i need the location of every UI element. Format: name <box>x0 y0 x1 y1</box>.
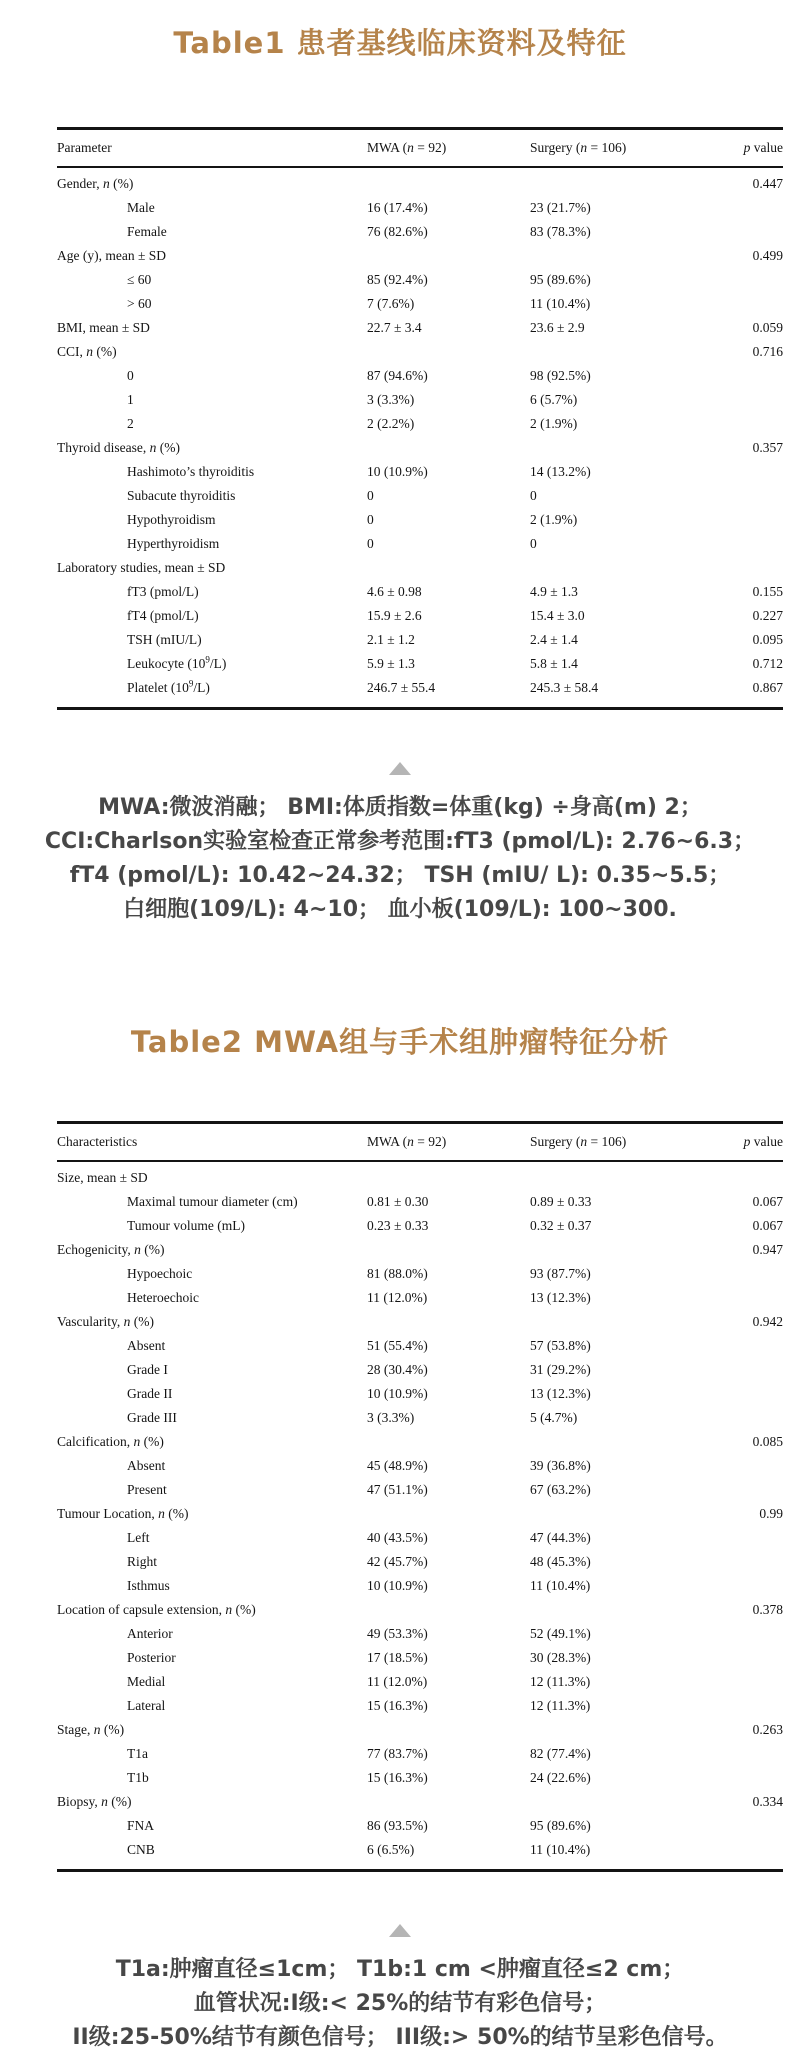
table-row <box>57 1814 783 1838</box>
row-label: Echogenicity, n (%) <box>57 1242 165 1257</box>
table1 <box>57 127 783 710</box>
row-label: Medial <box>127 1674 166 1689</box>
row-label: 1 <box>127 392 134 407</box>
surgery-value: 31 (29.2%) <box>530 1362 591 1377</box>
table2-notes <box>0 1953 800 2055</box>
surgery-value: 82 (77.4%) <box>530 1746 591 1761</box>
row-label: Grade II <box>127 1386 173 1401</box>
row-label: Posterior <box>127 1650 176 1665</box>
surgery-value: 13 (12.3%) <box>530 1386 591 1401</box>
p-value: 0.067 <box>752 1218 783 1233</box>
mwa-value: 15 (16.3%) <box>367 1698 428 1713</box>
mwa-value: 3 (3.3%) <box>367 1410 415 1425</box>
mwa-value: 15 (16.3%) <box>367 1770 428 1785</box>
table-row <box>57 172 783 196</box>
note-line: fT4 (pmol/L): 10.42~24.32； TSH (mIU/ L): 0.35~5.5； <box>69 863 731 888</box>
p-value: 0.712 <box>752 656 783 671</box>
p-value: 0.867 <box>752 680 783 695</box>
mwa-value: 40 (43.5%) <box>367 1530 428 1545</box>
table-row <box>57 1670 783 1694</box>
mwa-value: 5.9 ± 1.3 <box>367 656 415 671</box>
row-label: fT3 (pmol/L) <box>127 584 199 599</box>
mwa-value: 4.6 ± 0.98 <box>367 584 422 599</box>
row-label: Gender, n (%) <box>57 176 134 191</box>
mwa-value: 51 (55.4%) <box>367 1338 428 1353</box>
table-row <box>57 1646 783 1670</box>
surgery-value: 2 (1.9%) <box>530 416 578 431</box>
mwa-value: 81 (88.0%) <box>367 1266 428 1281</box>
table-row <box>57 484 783 508</box>
table-row <box>57 1502 783 1526</box>
mwa-value: 11 (12.0%) <box>367 1674 428 1689</box>
surgery-value: 23.6 ± 2.9 <box>530 320 585 335</box>
row-label: CNB <box>127 1842 155 1857</box>
table-row <box>57 340 783 364</box>
mwa-value: 3 (3.3%) <box>367 392 415 407</box>
surgery-value: 30 (28.3%) <box>530 1650 591 1665</box>
table-row <box>57 1526 783 1550</box>
surgery-value: 245.3 ± 58.4 <box>530 680 599 695</box>
surgery-value: 95 (89.6%) <box>530 272 591 287</box>
mwa-value: 77 (83.7%) <box>367 1746 428 1761</box>
p-value: 0.99 <box>759 1506 783 1521</box>
surgery-value: 11 (10.4%) <box>530 296 591 311</box>
p-value: 0.059 <box>752 320 783 335</box>
p-value: 0.499 <box>752 248 783 263</box>
table-row <box>57 1622 783 1646</box>
surgery-value: 23 (21.7%) <box>530 200 591 215</box>
p-value: 0.155 <box>752 584 783 599</box>
note-line: II级:25-50%结节有颜色信号； III级:> 50%的结节呈彩色信号。 <box>72 2025 728 2050</box>
table-row <box>57 1598 783 1622</box>
row-label: Platelet $(10^9/L)$ <box>127 678 210 695</box>
row-label: Male <box>127 200 155 215</box>
column-header: MWA (n = 92) <box>367 1134 447 1149</box>
row-label: Hashimoto’s thyroiditis <box>127 464 255 479</box>
column-header: p value <box>743 1134 783 1149</box>
table2 <box>57 1121 783 1872</box>
row-label: Subacute thyroiditis <box>127 488 236 503</box>
row-label: Location of capsule extension, n (%) <box>57 1602 256 1617</box>
row-label: Thyroid disease, n (%) <box>57 440 180 455</box>
surgery-value: 93 (87.7%) <box>530 1266 591 1281</box>
row-label: Absent <box>127 1458 166 1473</box>
mwa-value: 47 (51.1%) <box>367 1482 428 1497</box>
surgery-value: 11 (10.4%) <box>530 1842 591 1857</box>
table-row <box>57 1550 783 1574</box>
table2-header-row <box>57 1121 783 1162</box>
surgery-value: 83 (78.3%) <box>530 224 591 239</box>
row-label: 2 <box>127 416 134 431</box>
surgery-value: 0.32 ± 0.37 <box>530 1218 592 1233</box>
table-row <box>57 1406 783 1430</box>
mwa-value: 49 (53.3%) <box>367 1626 428 1641</box>
mwa-value: 42 (45.7%) <box>367 1554 428 1569</box>
column-header: MWA (n = 92) <box>367 140 447 155</box>
surgery-value: 14 (13.2%) <box>530 464 591 479</box>
mwa-value: 0.81 ± 0.30 <box>367 1194 429 1209</box>
table-row <box>57 1214 783 1238</box>
p-value: 0.947 <box>752 1242 783 1257</box>
table-row <box>57 1334 783 1358</box>
surgery-value: 47 (44.3%) <box>530 1530 591 1545</box>
mwa-value: 0 <box>367 512 374 527</box>
surgery-value: 57 (53.8%) <box>530 1338 591 1353</box>
row-label: Grade III <box>127 1410 177 1425</box>
table-row <box>57 292 783 316</box>
table-row <box>57 220 783 244</box>
row-label: Absent <box>127 1338 166 1353</box>
mwa-value: 76 (82.6%) <box>367 224 428 239</box>
mwa-value: 11 (12.0%) <box>367 1290 428 1305</box>
row-label: BMI, mean ± SD <box>57 320 150 335</box>
table-row <box>57 508 783 532</box>
mwa-value: 2 (2.2%) <box>367 416 415 431</box>
mwa-value: 85 (92.4%) <box>367 272 428 287</box>
note-line: CCI:Charlson实验室检查正常参考范围:fT3 (pmol/L): 2.76~6.3； <box>44 829 756 854</box>
mwa-value: 2.1 ± 1.2 <box>367 632 415 647</box>
table-row <box>57 580 783 604</box>
row-label: Maximal tumour diameter (cm) <box>127 1194 298 1209</box>
triangle-up-icon <box>389 1924 411 1937</box>
mwa-value: 28 (30.4%) <box>367 1362 428 1377</box>
table-row <box>57 1718 783 1742</box>
p-value: 0.334 <box>752 1794 783 1809</box>
surgery-value: 2.4 ± 1.4 <box>530 632 578 647</box>
surgery-value: 12 (11.3%) <box>530 1674 591 1689</box>
row-label: FNA <box>127 1818 155 1833</box>
table-row <box>57 1382 783 1406</box>
row-label: Tumour Location, n (%) <box>57 1506 189 1521</box>
table-row <box>57 1574 783 1598</box>
table-row <box>57 1742 783 1766</box>
table-row <box>57 1454 783 1478</box>
row-label: fT4 (pmol/L) <box>127 608 199 623</box>
surgery-value: 4.9 ± 1.3 <box>530 584 578 599</box>
mwa-value: 0 <box>367 488 374 503</box>
row-label: Stage, n (%) <box>57 1722 125 1737</box>
p-value: 0.942 <box>752 1314 783 1329</box>
mwa-value: 86 (93.5%) <box>367 1818 428 1833</box>
table-row <box>57 460 783 484</box>
row-label: Left <box>127 1530 150 1545</box>
table-row <box>57 1262 783 1286</box>
table-row <box>57 676 783 700</box>
column-header: Surgery (n = 106) <box>530 140 627 155</box>
row-label: > 60 <box>127 296 152 311</box>
table-row <box>57 388 783 412</box>
mwa-value: 87 (94.6%) <box>367 368 428 383</box>
row-label: Female <box>127 224 167 239</box>
table2-title: Table2 MWA组与手术组肿瘤特征分析 <box>130 1025 670 1059</box>
mwa-value: 22.7 ± 3.4 <box>367 320 422 335</box>
table-row <box>57 268 783 292</box>
table-row <box>57 1166 783 1190</box>
table-row <box>57 1430 783 1454</box>
surgery-value: 24 (22.6%) <box>530 1770 591 1785</box>
table-row <box>57 628 783 652</box>
table1-note-block <box>0 762 800 927</box>
table1-title: Table1 患者基线临床资料及特征 <box>173 26 627 60</box>
row-label: Tumour volume (mL) <box>127 1218 245 1233</box>
p-value: 0.378 <box>752 1602 783 1617</box>
row-label: Present <box>127 1482 167 1497</box>
table-row <box>57 1478 783 1502</box>
row-label: Size, mean ± SD <box>57 1170 148 1185</box>
row-label: T1a <box>127 1746 148 1761</box>
note-line: T1a:肿瘤直径≤1cm； T1b:1 cm <肿瘤直径≤2 cm； <box>115 1957 685 1982</box>
table-row <box>57 532 783 556</box>
p-value: 0.227 <box>752 608 783 623</box>
row-label: Anterior <box>127 1626 173 1641</box>
row-label: ≤ 60 <box>127 272 152 287</box>
row-label: Calcification, n (%) <box>57 1434 164 1449</box>
surgery-value: 2 (1.9%) <box>530 512 578 527</box>
surgery-value: 95 (89.6%) <box>530 1818 591 1833</box>
p-value: 0.095 <box>752 632 783 647</box>
table2-note-block <box>0 1924 800 2055</box>
table-row <box>57 196 783 220</box>
table-row <box>57 1286 783 1310</box>
row-label: Grade I <box>127 1362 168 1377</box>
surgery-value: 15.4 ± 3.0 <box>530 608 585 623</box>
surgery-value: 5 (4.7%) <box>530 1410 578 1425</box>
surgery-value: 98 (92.5%) <box>530 368 591 383</box>
surgery-value: 0.89 ± 0.33 <box>530 1194 592 1209</box>
p-value: 0.357 <box>752 440 783 455</box>
mwa-value: 10 (10.9%) <box>367 464 428 479</box>
p-value: 0.067 <box>752 1194 783 1209</box>
table-row <box>57 364 783 388</box>
table-row <box>57 556 783 580</box>
table-row <box>57 604 783 628</box>
mwa-value: 10 (10.9%) <box>367 1578 428 1593</box>
table-row <box>57 1838 783 1862</box>
surgery-value: 48 (45.3%) <box>530 1554 591 1569</box>
mwa-value: 17 (18.5%) <box>367 1650 428 1665</box>
note-line: 白细胞(109/L): 4~10； 血小板(109/L): 100~300. <box>123 897 677 922</box>
row-label: Lateral <box>127 1698 166 1713</box>
surgery-value: 39 (36.8%) <box>530 1458 591 1473</box>
row-label: Heteroechoic <box>127 1290 199 1305</box>
note-line: 血管状况:I级:< 25%的结节有彩色信号； <box>193 1991 607 2016</box>
mwa-value: 7 (7.6%) <box>367 296 415 311</box>
table-row <box>57 652 783 676</box>
mwa-value: 15.9 ± 2.6 <box>367 608 422 623</box>
mwa-value: 0.23 ± 0.33 <box>367 1218 429 1233</box>
row-label: T1b <box>127 1770 149 1785</box>
table-row <box>57 1358 783 1382</box>
column-header: p value <box>743 140 783 155</box>
column-header: Characteristics <box>57 1134 138 1149</box>
table-row <box>57 412 783 436</box>
surgery-value: 6 (5.7%) <box>530 392 578 407</box>
p-value: 0.447 <box>752 176 783 191</box>
column-header: Parameter <box>57 140 112 155</box>
mwa-value: 45 (48.9%) <box>367 1458 428 1473</box>
mwa-value: 16 (17.4%) <box>367 200 428 215</box>
table-row <box>57 244 783 268</box>
surgery-value: 0 <box>530 488 537 503</box>
surgery-value: 13 (12.3%) <box>530 1290 591 1305</box>
table-row <box>57 316 783 340</box>
column-header: Surgery (n = 106) <box>530 1134 627 1149</box>
table-row <box>57 1766 783 1790</box>
table1-body <box>57 168 783 710</box>
row-label: TSH (mIU/L) <box>127 632 202 647</box>
surgery-value: 52 (49.1%) <box>530 1626 591 1641</box>
row-label: Age (y), mean ± SD <box>57 248 167 263</box>
surgery-value: 0 <box>530 536 537 551</box>
table-row <box>57 1790 783 1814</box>
surgery-value: 5.8 ± 1.4 <box>530 656 578 671</box>
surgery-value: 12 (11.3%) <box>530 1698 591 1713</box>
table1-notes <box>0 791 800 927</box>
row-label: Isthmus <box>127 1578 170 1593</box>
mwa-value: 10 (10.9%) <box>367 1386 428 1401</box>
row-label: Hypoechoic <box>127 1266 193 1281</box>
p-value: 0.085 <box>752 1434 783 1449</box>
row-label: Hypothyroidism <box>127 512 216 527</box>
row-label: Leukocyte $(10^9/L)$ <box>127 654 227 671</box>
mwa-value: 246.7 ± 55.4 <box>367 680 436 695</box>
triangle-up-icon <box>389 762 411 775</box>
table-row <box>57 1190 783 1214</box>
row-label: 0 <box>127 368 134 383</box>
table1-header-row <box>57 127 783 168</box>
surgery-value: 11 (10.4%) <box>530 1578 591 1593</box>
p-value: 0.263 <box>752 1722 783 1737</box>
row-label: Laboratory studies, mean ± SD <box>57 560 226 575</box>
row-label: CCI, n (%) <box>57 344 117 359</box>
row-label: Biopsy, n (%) <box>57 1794 132 1809</box>
table2-body <box>57 1162 783 1872</box>
mwa-value: 0 <box>367 536 374 551</box>
table-row <box>57 1694 783 1718</box>
table-row <box>57 1310 783 1334</box>
table-row <box>57 436 783 460</box>
note-line: MWA:微波消融； BMI:体质指数=体重(kg) ÷身高(m) 2； <box>98 795 702 820</box>
surgery-value: 67 (63.2%) <box>530 1482 591 1497</box>
row-label: Vascularity, n (%) <box>57 1314 154 1329</box>
row-label: Right <box>127 1554 158 1569</box>
row-label: Hyperthyroidism <box>127 536 220 551</box>
p-value: 0.716 <box>752 344 783 359</box>
mwa-value: 6 (6.5%) <box>367 1842 415 1857</box>
table-row <box>57 1238 783 1262</box>
